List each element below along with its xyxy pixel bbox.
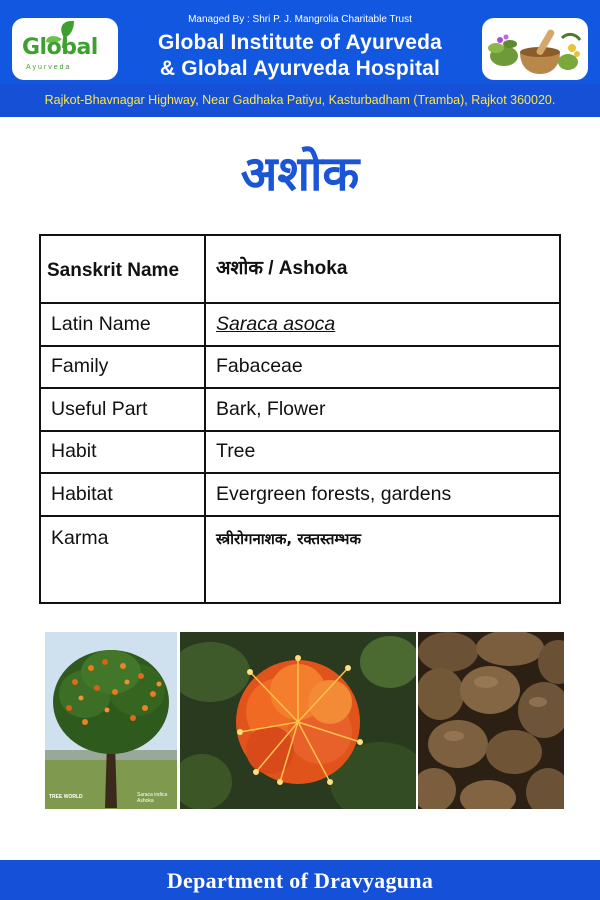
row-label: Habit bbox=[40, 431, 205, 474]
row-label: Latin Name bbox=[40, 303, 205, 346]
institute-name: Global Institute of Ayurveda bbox=[157, 31, 443, 54]
karma-text: स्त्रीरोगनाशक, रक्तस्तम्भक bbox=[216, 529, 361, 548]
flower-photo bbox=[180, 632, 416, 809]
table-row bbox=[40, 235, 560, 303]
tree-photo bbox=[45, 632, 177, 809]
logo-subtext: Ayurveda bbox=[26, 64, 72, 71]
row-label: Useful Part bbox=[40, 388, 205, 431]
header-banner bbox=[0, 0, 600, 117]
tree-watermark: TREE WORLD bbox=[49, 794, 83, 800]
sanskrit-transliteration: / Ashoka bbox=[262, 258, 348, 279]
managed-by-text: Managed By : Shri P. J. Mangrolia Charitable Trust bbox=[188, 14, 412, 25]
department-name: Department of Dravyaguna bbox=[166, 868, 434, 893]
row-value: Tree bbox=[205, 431, 560, 474]
row-value: Bark, Flower bbox=[205, 388, 560, 431]
herb-illustration bbox=[482, 18, 588, 80]
table-row bbox=[40, 473, 560, 516]
row-value bbox=[205, 516, 560, 603]
herb-info-table bbox=[39, 234, 561, 604]
address-text: Rajkot-Bhavnagar Highway, Near Gadhaka Patiyu, Kasturbadham (Tramba), Rajkot 360020. bbox=[44, 93, 556, 107]
table-row bbox=[40, 303, 560, 346]
row-label: Sanskrit Name bbox=[40, 235, 205, 303]
logo-text: Global bbox=[22, 35, 98, 60]
footer-banner bbox=[0, 860, 600, 900]
table-row bbox=[40, 388, 560, 431]
table-row bbox=[40, 346, 560, 389]
row-label: Habitat bbox=[40, 473, 205, 516]
row-label: Family bbox=[40, 346, 205, 389]
hospital-name: & Global Ayurveda Hospital bbox=[159, 57, 441, 80]
logo bbox=[12, 18, 118, 80]
sanskrit-name: अशोक bbox=[216, 257, 263, 279]
page-title: अशोक bbox=[240, 146, 360, 202]
latin-name-link[interactable]: Saraca asoca bbox=[216, 312, 336, 335]
tree-caption: Saraca indica Ashoka bbox=[137, 792, 168, 804]
row-value bbox=[205, 303, 560, 346]
mortar-pestle-icon bbox=[482, 18, 588, 80]
row-label: Karma bbox=[40, 516, 205, 603]
row-value bbox=[205, 235, 560, 303]
row-value: Fabaceae bbox=[205, 346, 560, 389]
seeds-photo bbox=[418, 632, 564, 809]
row-value: Evergreen forests, gardens bbox=[205, 473, 560, 516]
table-row bbox=[40, 516, 560, 603]
table-row bbox=[40, 431, 560, 474]
